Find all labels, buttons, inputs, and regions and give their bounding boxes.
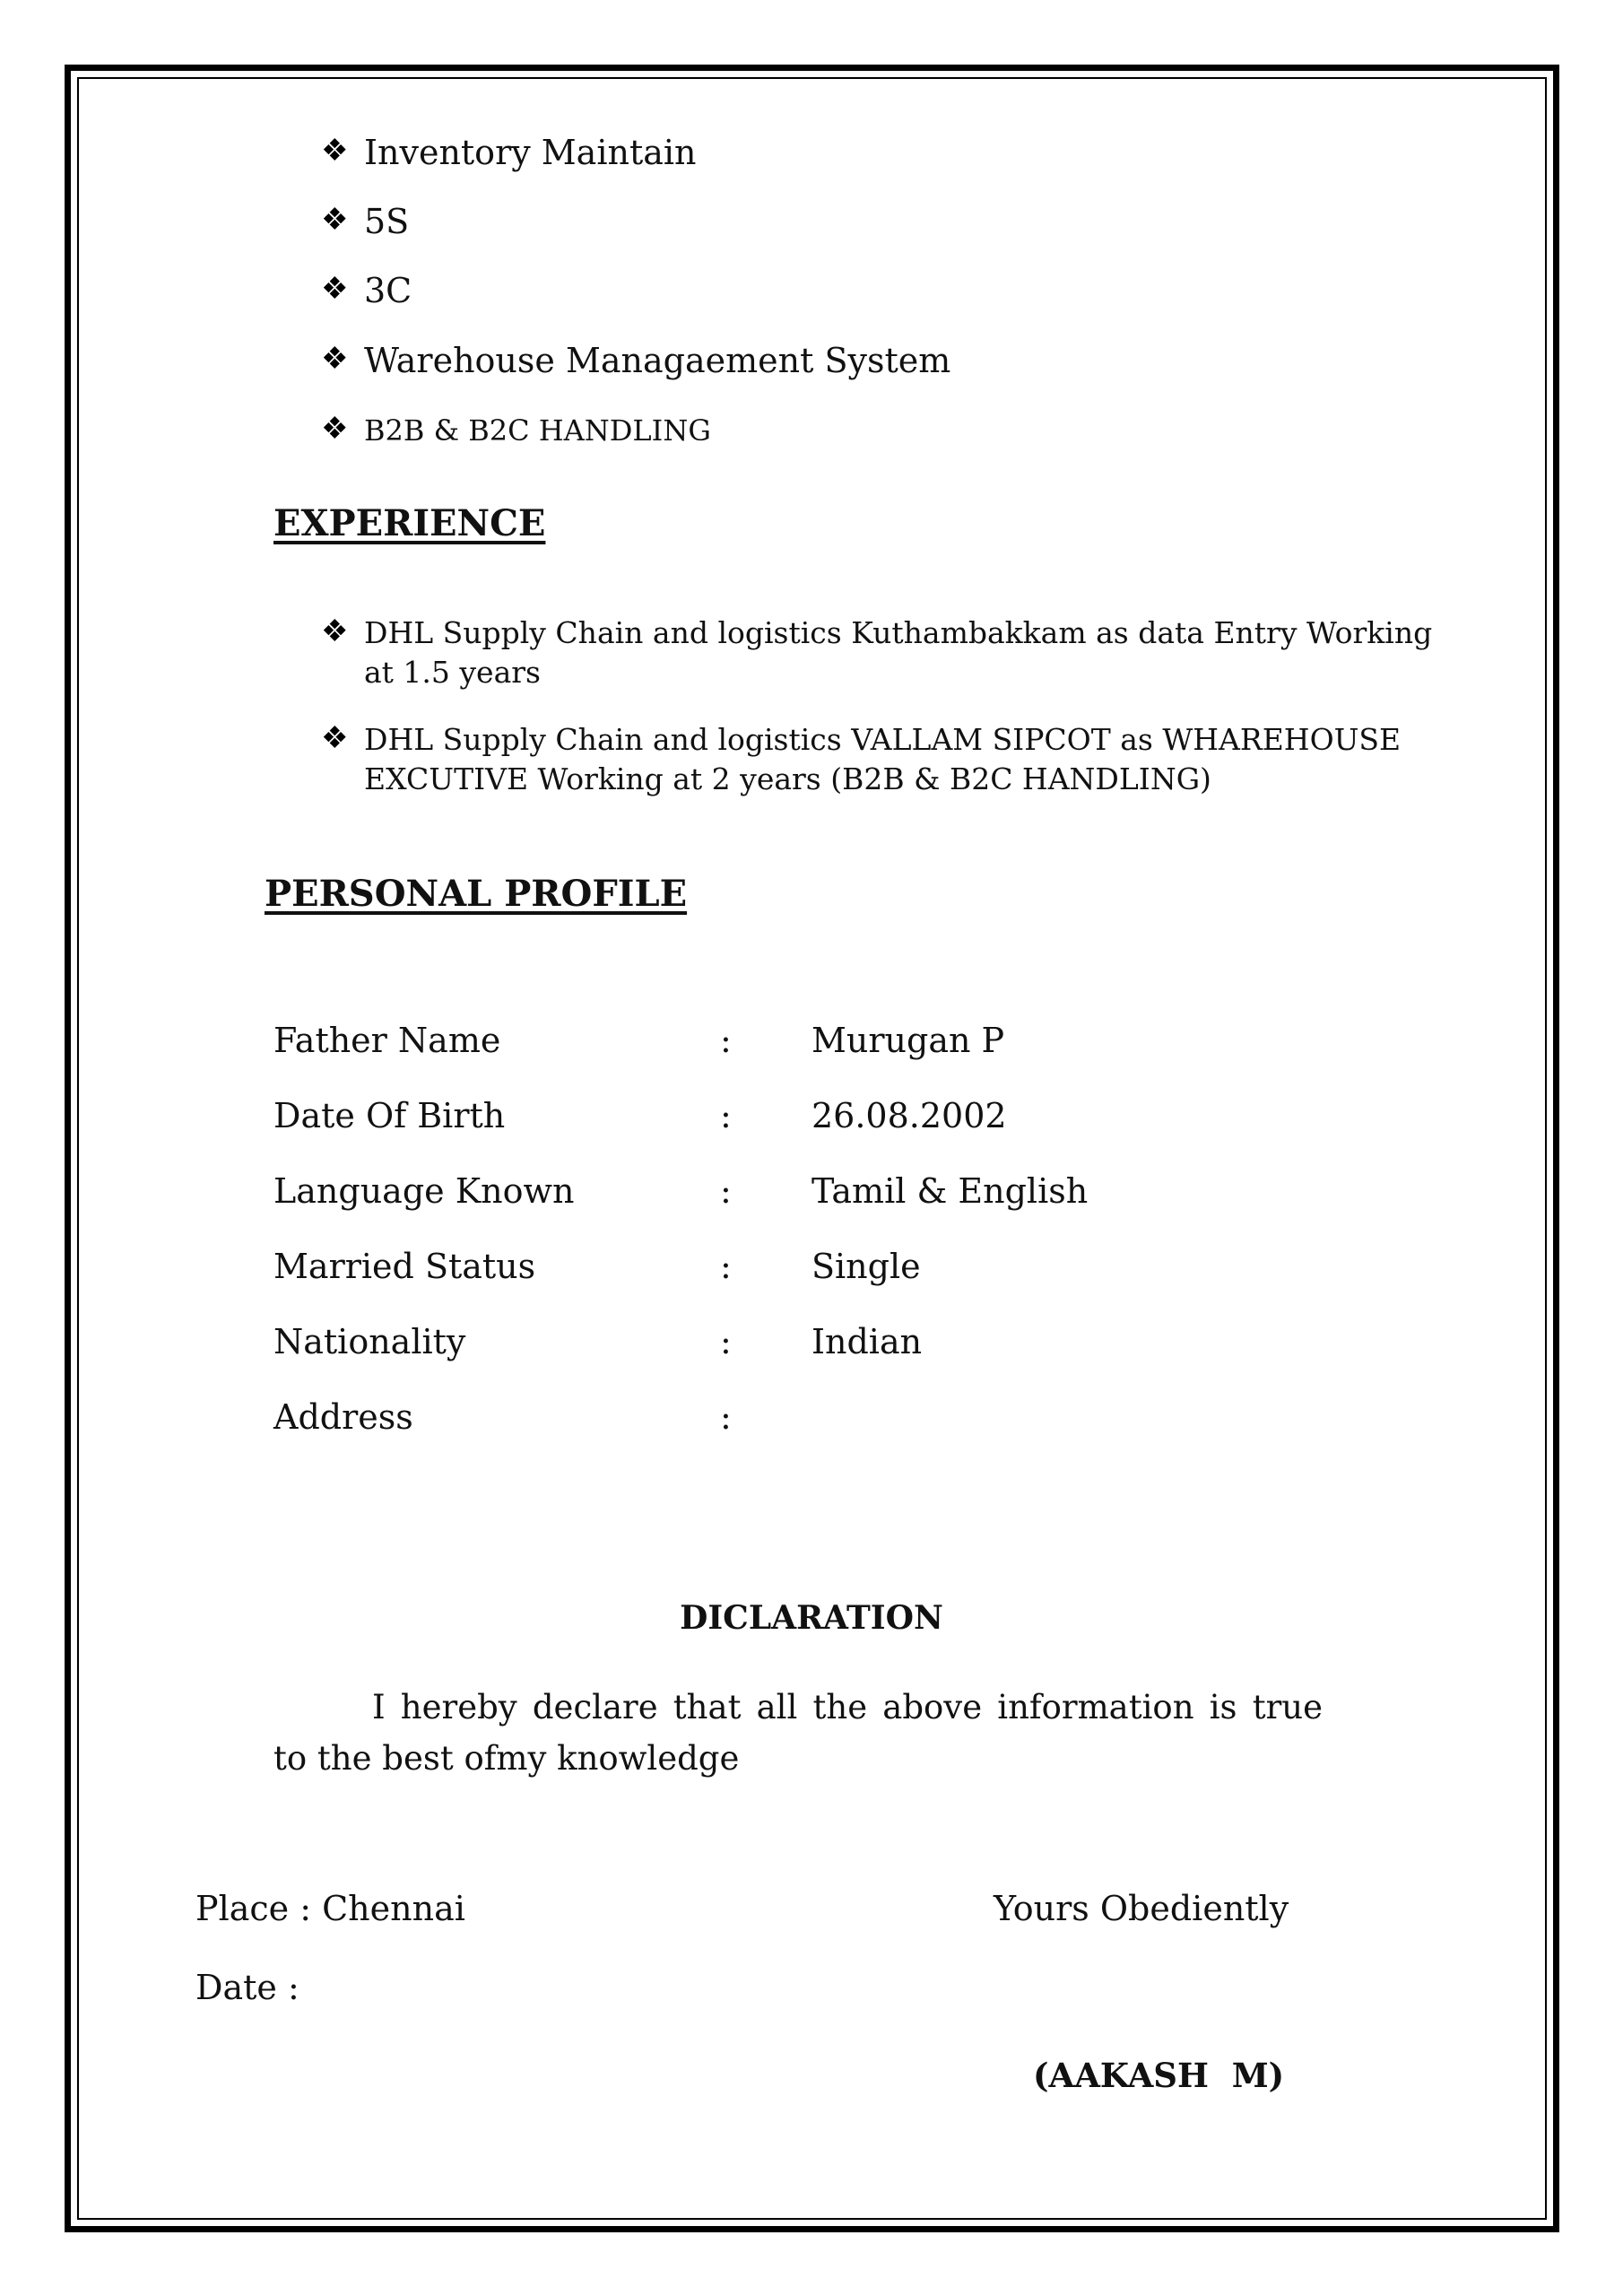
personal-profile-heading: PERSONAL PROFILE [265, 873, 688, 915]
signature-name: (AAKASH M) [1033, 2056, 1285, 2095]
skill-text: Inventory Maintain [364, 133, 697, 172]
skill-item [321, 341, 950, 380]
declaration-text: I hereby declare that all the above information is true to the best ofmy knowledge [273, 1688, 1323, 1778]
experience-text: DHL Supply Chain and logistics VALLAM SIPCOT as WHAREHOUSE EXCUTIVE Working at 2 years (B2B & B2C HANDLING) [364, 722, 1402, 796]
profile-label: Date Of Birth [273, 1096, 506, 1135]
skill-item [321, 202, 409, 241]
experience-text: DHL Supply Chain and logistics Kuthambakkam as data Entry Working at 1.5 years [364, 615, 1433, 690]
declaration-heading: DICLARATION [680, 1599, 943, 1637]
skill-item [321, 133, 697, 172]
profile-separator: : [720, 1171, 732, 1211]
profile-value: 26.08.2002 [812, 1096, 1007, 1135]
skill-text: Warehouse Managaement System [364, 341, 951, 380]
profile-label: Father Name [273, 1021, 501, 1060]
closing-text: Yours Obediently [994, 1889, 1289, 1928]
profile-separator: : [720, 1322, 732, 1361]
place-text: Place : Chennai [195, 1889, 465, 1928]
profile-separator: : [720, 1397, 732, 1437]
four-diamond-bullet-icon: ❖ [321, 720, 349, 756]
profile-label: Language Known [273, 1171, 575, 1211]
four-diamond-bullet-icon: ❖ [321, 411, 349, 447]
profile-separator: : [720, 1021, 732, 1060]
four-diamond-bullet-icon: ❖ [321, 133, 349, 169]
profile-value: Tamil & English [812, 1171, 1089, 1211]
profile-separator: : [720, 1096, 732, 1135]
profile-value: Murugan P [812, 1021, 1005, 1060]
profile-value: Single [812, 1247, 921, 1286]
skill-item [321, 271, 412, 310]
experience-heading: EXPERIENCE [273, 502, 546, 544]
four-diamond-bullet-icon: ❖ [321, 341, 349, 377]
skill-text: 5S [364, 202, 410, 241]
skill-text: B2B & B2C HANDLING [364, 413, 711, 448]
experience-item [321, 613, 1467, 692]
four-diamond-bullet-icon: ❖ [321, 202, 349, 238]
skill-text: 3C [364, 271, 412, 310]
profile-separator: : [720, 1247, 732, 1286]
profile-label: Nationality [273, 1322, 466, 1361]
profile-label: Address [273, 1397, 413, 1437]
profile-value: Indian [812, 1322, 923, 1361]
date-text: Date : [195, 1968, 299, 2007]
skill-item [321, 411, 711, 450]
four-diamond-bullet-icon: ❖ [321, 271, 349, 307]
four-diamond-bullet-icon: ❖ [321, 613, 349, 649]
experience-item [321, 720, 1467, 799]
profile-label: Married Status [273, 1247, 536, 1286]
